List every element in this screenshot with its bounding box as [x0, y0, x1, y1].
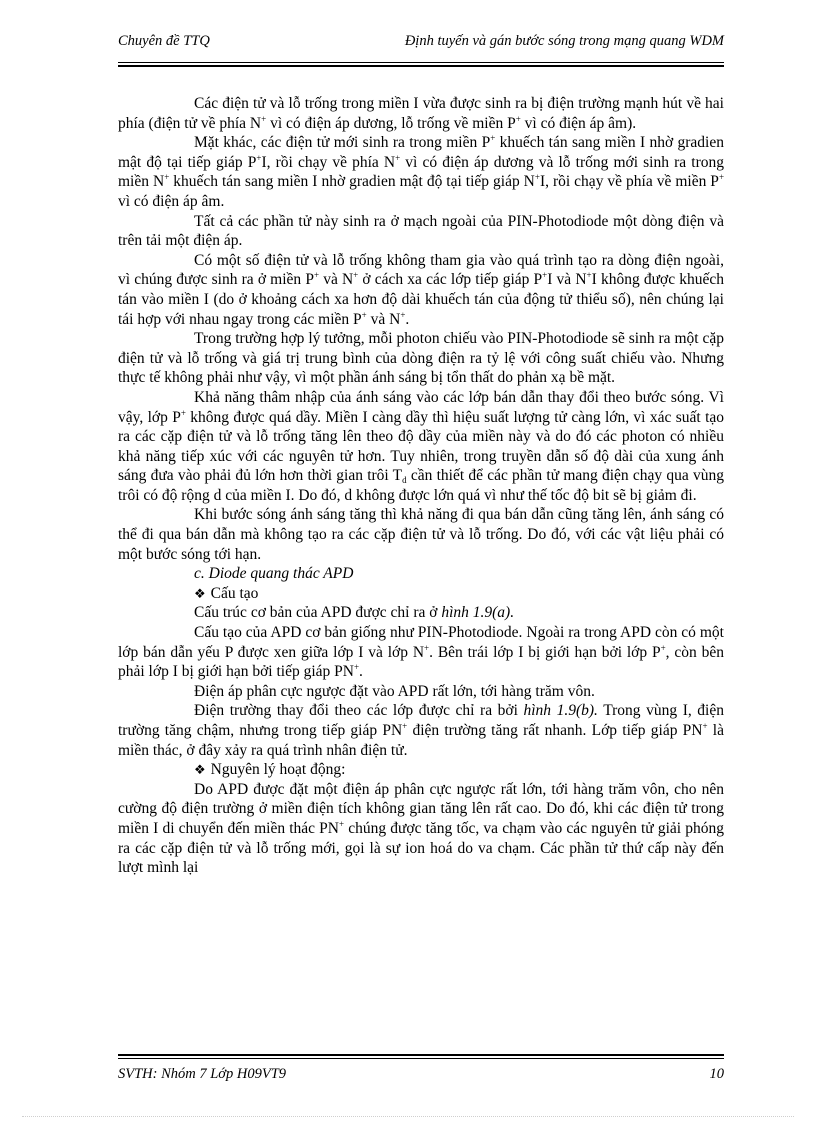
paragraph-10: Điện áp phân cực ngược đặt vào APD rất lớn, tới hàng trăm vôn. — [194, 682, 595, 700]
paragraph-1: Các điện tử và lỗ trống trong miền I vừa được sinh ra bị điện trường mạnh hút về hai phía (điện tử về phía N+ vì có điện áp dương, lỗ trống về miền P+ vì có điện áp âm). — [118, 95, 724, 132]
footer-author: SVTH: Nhóm 7 Lớp H09VT9 — [118, 1066, 287, 1082]
paragraph-12: Do APD được đặt một điện áp phân cực ngược rất lớn, tới hàng trăm vôn, cho nên cường độ điện trường ở miền điện tích không gian tăng lên rất cao. Do đó, khi các điện tử trong miền I di chuyển đến miền thác PN+ chúng được tăng tốc, va chạm vào các nguyên tử giải phóng ra các cặp điện tử và lỗ trống mới, gọi là sự ion hoá do va chạm. Các phần tử thứ cấp này đến lượt mình lại — [118, 780, 724, 877]
footer-rule-top — [118, 1054, 724, 1056]
bullet-structure: ❖ Cấu tạo — [194, 584, 259, 602]
page-edge-dotted-line — [22, 1116, 794, 1117]
paragraph-9: Cấu tạo của APD cơ bản giống như PIN-Photodiode. Ngoài ra trong APD còn có một lớp bán dẫn yếu P được xen giữa lớp I và lớp N+. Bên trái lớp I bị giới hạn bởi lớp P+, còn bên phải lớp I bị giới hạn bởi tiếp giáp PN+. — [118, 624, 724, 681]
paragraph-6: Khả năng thâm nhập của ánh sáng vào các lớp bán dẫn thay đổi theo bước sóng. Vì vậy, lớp P+ không được quá dầy. Miền I càng dầy thì hiệu suất lượng tử càng lớn, vì xác suất tạo ra các cặp điện tử và lỗ trống tăng lên theo độ dầy của miền này và do đó các photon có nhiều khả năng tiếp xúc với các nguyên tử hơn. Tuy nhiên, trong truyền dẫn số độ dài của xung ánh sáng đưa vào phải đủ lớn hơn thời gian trôi $T_d$ cần thiết để các phần tử mang điện chạy qua vùng trôi có độ rộng d của miền I. Do đó, d không được lớn quá vì như thế tốc độ bit sẽ bị giảm đi. — [118, 388, 725, 504]
diamond-bullet-icon: ❖ — [194, 585, 206, 601]
paragraph-5: Trong trường hợp lý tưởng, mỗi photon chiếu vào PIN-Photodiode sẽ sinh ra một cặp điện tử và lỗ trống và giá trị trung bình của dòng điện ra tỷ lệ với công suất chiếu vào. Nhưng thực tế không phải như vậy, vì một phần ánh sáng bị tổn thất do phản xạ bề mặt. — [118, 330, 724, 387]
header-right-title: Định tuyến và gán bước sóng trong mạng quang WDM — [404, 33, 724, 49]
page-footer — [118, 1066, 724, 1086]
header-rule-top — [118, 62, 724, 63]
header-left-title: Chuyên đề TTQ — [118, 33, 210, 49]
paragraph-2: Mặt khác, các điện tử mới sinh ra trong miền P+ khuếch tán sang miền I nhờ gradien mật độ tại tiếp giáp P+I, rồi chạy về phía N+ vì có điện áp dương và lỗ trống mới sinh ra trong miền N+ khuếch tán sang miền I nhờ gradien mật độ tại tiếp giáp N+I, rồi chạy về phía về miền P+ vì có điện áp âm. — [118, 133, 725, 210]
paragraph-4: Có một số điện tử và lỗ trống không tham gia vào quá trình tạo ra dòng điện ngoài, vì chúng được sinh ra ở miền P+ và N+ ở cách xa các lớp tiếp giáp P+I và N+I không được khuếch tán vào miền I (do ở khoảng cách xa hơn độ dài khuếch tán của động tử thiểu số), nên chúng lại tái hợp với nhau ngay trong các miền P+ và N+. — [118, 251, 724, 328]
header-rule-bottom — [118, 65, 724, 67]
footer-rule-bottom — [118, 1058, 724, 1059]
figure-reference: hình 1.9(a). — [441, 604, 515, 622]
figure-reference: hình 1.9(b). — [523, 702, 598, 720]
paragraph-11: Điện trường thay đổi theo các lớp được chỉ ra bởi hình 1.9(b). Trong vùng I, điện trường tăng chậm, nhưng trong tiếp giáp PN+ điện trường tăng rất nhanh. Lớp tiếp giáp PN+ là miền thác, ở đây xảy ra quá trình nhân điện tử. — [118, 702, 724, 759]
page-body — [118, 94, 724, 878]
section-heading-apd: c. Diode quang thác APD — [194, 565, 354, 583]
diamond-bullet-icon: ❖ — [194, 762, 206, 778]
page-header — [118, 33, 724, 53]
paragraph-7: Khi bước sóng ánh sáng tăng thì khả năng đi qua bán dẫn cũng tăng lên, ánh sáng có thể đi qua bán dẫn mà không tạo ra các cặp điện tử và lỗ trống. Do đó, với các vật liệu phải có một bước sóng tới hạn. — [118, 506, 724, 563]
bullet-operation: ❖ Nguyên lý hoạt động: — [194, 761, 346, 779]
paragraph-8: Cấu trúc cơ bản của APD được chỉ ra ở hình 1.9(a). — [194, 604, 515, 622]
page-number: 10 — [709, 1066, 724, 1082]
paragraph-3: Tất cả các phần tử này sinh ra ở mạch ngoài của PIN-Photodiode một dòng điện và trên tải một điện áp. — [118, 212, 724, 250]
